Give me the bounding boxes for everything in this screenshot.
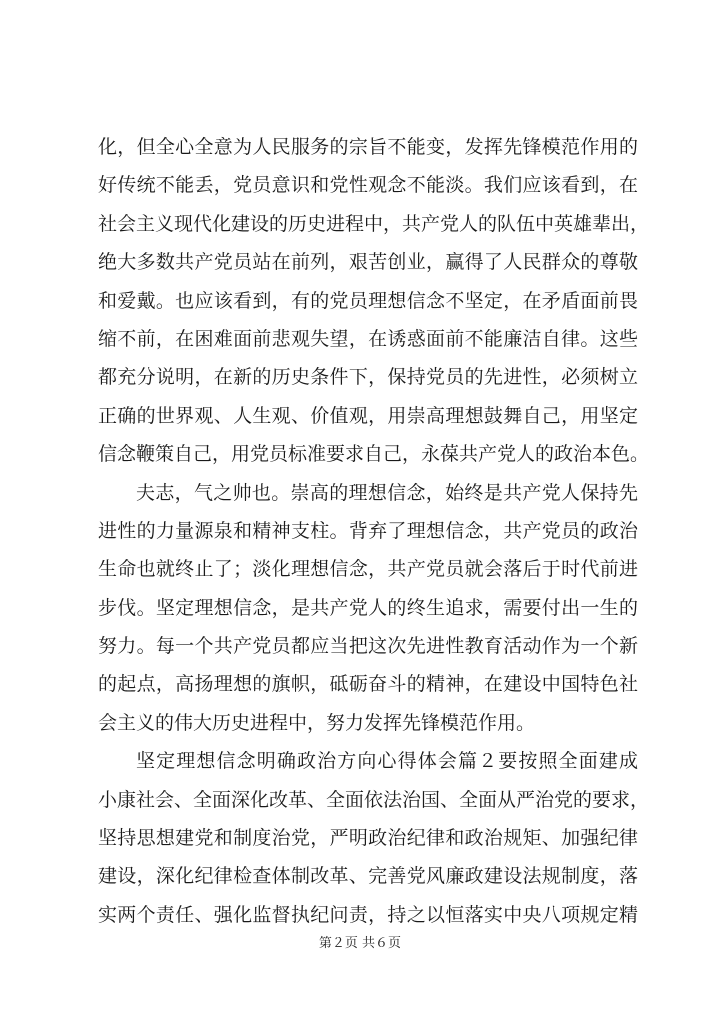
text-line: 实两个责任、强化监督执纪问责，持之以恒落实中央八项规定精 — [98, 903, 638, 926]
text-line: 都充分说明，在新的历史条件下，保持党员的先进性，必须树立 — [98, 366, 638, 389]
text-line: 信念鞭策自己，用党员标准要求自己，永葆共产党人的政治本色。 — [98, 443, 650, 466]
text-line: 和爱戴。也应该看到，有的党员理想信念不坚定，在矛盾面前畏 — [98, 289, 638, 312]
text-line: 努力。每一个共产党员都应当把这次先进性教育活动作为一个新 — [98, 635, 638, 658]
text-line: 建设，深化纪律检查体制改革、完善党风廉政建设法规制度，落 — [98, 865, 638, 888]
paragraph-first-line: 夫志，气之帅也。崇高的理想信念，始终是共产党人保持先 — [136, 481, 638, 504]
text-line: 正确的世界观、人生观、价值观，用崇高理想鼓舞自己，用坚定 — [98, 404, 638, 427]
text-line: 的起点，高扬理想的旗帜，砥砺奋斗的精神，在建设中国特色社 — [98, 673, 638, 696]
text-line: 生命也就终止了；淡化理想信念，共产党员就会落后于时代前进 — [98, 558, 638, 581]
text-line: 步伐。坚定理想信念，是共产党人的终生追求，需要付出一生的 — [98, 596, 638, 619]
text-line: 小康社会、全面深化改革、全面依法治国、全面从严治党的要求， — [98, 788, 650, 811]
text-line: 进性的力量源泉和精神支柱。背弃了理想信念，共产党员的政治 — [98, 519, 638, 542]
page-number-footer: 第２页 共６页 — [318, 936, 402, 951]
body-text — [98, 128, 650, 934]
text-line: 缩不前，在困难面前悲观失望，在诱惑面前不能廉洁自律。这些 — [98, 327, 638, 350]
text-line: 好传统不能丢，党员意识和党性观念不能淡。我们应该看到，在 — [98, 174, 638, 197]
paragraph-first-line: 坚定理想信念明确政治方向心得体会篇２要按照全面建成 — [136, 750, 638, 773]
text-line: 绝大多数共产党员站在前列，艰苦创业，赢得了人民群众的尊敬 — [98, 251, 638, 274]
text-line: 坚持思想建党和制度治党，严明政治纪律和政治规矩、加强纪律 — [98, 827, 638, 850]
text-line: 会主义的伟大历史进程中，努力发挥先锋模范作用。 — [98, 711, 536, 734]
text-line: 化，但全心全意为人民服务的宗旨不能变，发挥先锋模范作用的 — [98, 136, 638, 158]
text-line: 社会主义现代化建设的历史进程中，共产党人的队伍中英雄辈出， — [98, 212, 650, 235]
